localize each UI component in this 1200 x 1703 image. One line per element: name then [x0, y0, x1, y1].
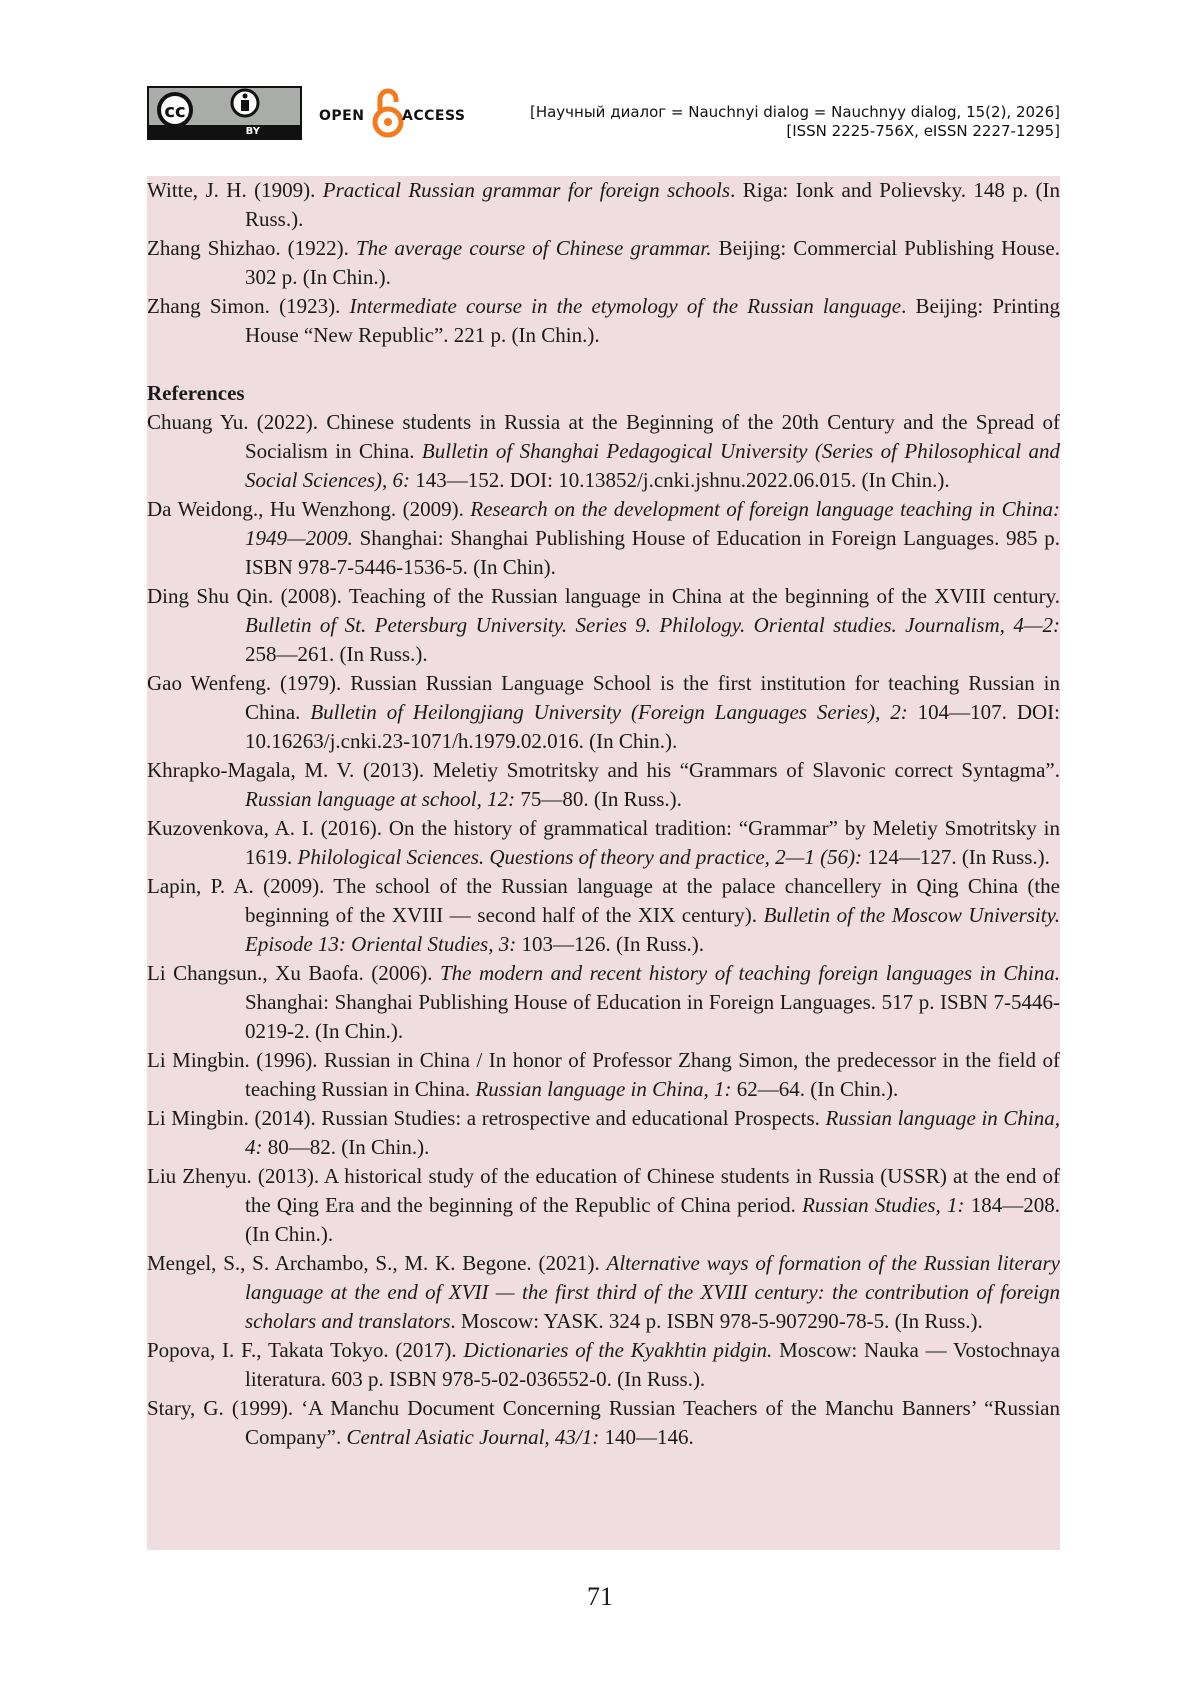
- reference-title: Philological Sciences. Questions of theory and practice, 2—1 (56):: [297, 845, 863, 869]
- reference-details: 62—64. (In Chin.).: [731, 1077, 899, 1101]
- reference-entry: [147, 669, 1060, 756]
- sources-list: [147, 176, 1060, 350]
- references-list: [147, 408, 1060, 1452]
- reference-details: 143—152. DOI: 10.13852/j.cnki.jshnu.2022.06.015. (In Chin.).: [410, 468, 950, 492]
- reference-details: 104—107. DOI: 10.16263/j.cnki.23-1071/h.1979.02.016. (In Chin.).: [245, 700, 1060, 753]
- reference-text: Mengel, S., S. Archambo, S., M. K. Begone. (2021).: [147, 1251, 607, 1275]
- reference-title: Alternative ways of formation of the Russian literary language at the end of XVII — the first third of the XVIII century: the contribution of foreign scholars and translators: [245, 1251, 1060, 1333]
- reference-title: Bulletin of the Moscow University. Episode 13: Oriental Studies, 3:: [245, 903, 1060, 956]
- reference-title: Bulletin of Shanghai Pedagogical University (Series of Philosophical and Social Sciences), 6:: [245, 439, 1061, 492]
- reference-text: Zhang Shizhao. (1922).: [147, 236, 356, 260]
- reference-entry: [147, 1046, 1060, 1104]
- reference-entry: [147, 582, 1060, 669]
- reference-entry: [147, 408, 1060, 495]
- reference-entry: [147, 959, 1060, 1046]
- reference-text: Kuzovenkova, A. I. (2016). On the history of grammatical tradition: “Grammar” by Meletiy Smotritsky in 1619.: [147, 816, 1060, 869]
- reference-details: . Moscow: YASK. 324 p. ISBN 978-5-907290-78-5. (In Russ.).: [450, 1309, 983, 1333]
- reference-details: 140—146.: [599, 1425, 694, 1449]
- reference-title: Dictionaries of the Kyakhtin pidgin.: [463, 1338, 773, 1362]
- journal-issn-line: [ISSN 2225-756X, eISSN 2227-1295]: [786, 122, 1060, 140]
- reference-title: Central Asiatic Journal, 43/1:: [346, 1425, 600, 1449]
- reference-title: Bulletin of St. Petersburg University. Series 9. Philology. Oriental studies. Journalism, 4—2:: [245, 613, 1060, 637]
- page-header: [147, 86, 1060, 142]
- reference-title: Intermediate course in the etymology of the Russian language: [349, 294, 902, 318]
- reference-title: The average course of Chinese grammar.: [355, 236, 712, 260]
- reference-text: Da Weidong., Hu Wenzhong. (2009).: [147, 497, 471, 521]
- reference-details: Beijing: Commercial Publishing House. 302 p. (In Chin.).: [245, 236, 1060, 289]
- reference-title: The modern and recent history of teaching foreign languages in China.: [439, 961, 1060, 985]
- reference-text: Liu Zhenyu. (2013). A historical study of the education of Chinese students in Russia (USSR) at the end of the Qing Era and the beginning of the Republic of China period.: [147, 1164, 1060, 1217]
- reference-title: Russian Studies, 1:: [802, 1193, 965, 1217]
- cc-by-license-badge: [147, 86, 302, 140]
- access-label: ACCESS: [402, 108, 466, 124]
- reference-details: 80—82. (In Chin.).: [262, 1135, 430, 1159]
- reference-details: 184—208. (In Chin.).: [245, 1193, 1060, 1246]
- open-label: OPEN: [319, 108, 365, 124]
- open-access-logo: [319, 86, 469, 140]
- reference-text: Chuang Yu. (2022). Chinese students in Russia at the Beginning of the 20th Century and the Spread of Socialism in China.: [147, 410, 1060, 463]
- reference-entry: [147, 1336, 1060, 1394]
- reference-details: Shanghai: Shanghai Publishing House of Education in Foreign Languages. 985 p. ISBN 978-7-5446-1536-5. (In Chin).: [245, 526, 1060, 579]
- reference-details: . Riga: Ionk and Polievsky. 148 p. (In Russ.).: [245, 178, 1060, 231]
- reference-title: Russian language in China, 1:: [475, 1077, 732, 1101]
- cc-by-label: BY: [245, 126, 260, 137]
- reference-entry: [147, 234, 1060, 292]
- open-lock-icon: [372, 86, 404, 140]
- page-number: 71: [587, 1582, 613, 1611]
- reference-entry: [147, 872, 1060, 959]
- reference-title: Research on the development of foreign language teaching in China: 1949—2009.: [245, 497, 1060, 550]
- reference-details: 124—127. (In Russ.).: [862, 845, 1050, 869]
- cc-icon: [149, 88, 300, 126]
- references-heading: References: [147, 381, 245, 405]
- reference-entry: [147, 756, 1060, 814]
- reference-text: Khrapko-Magala, M. V. (2013). Meletiy Smotritsky and his “Grammars of Slavonic correct Syntagma”.: [147, 758, 1060, 782]
- reference-text: Lapin, P. A. (2009). The school of the Russian language at the palace chancellery in Qing China (the beginning of the XVIII — second half of the XIX century).: [147, 874, 1060, 927]
- reference-text: Li Changsun., Xu Baofa. (2006).: [147, 961, 440, 985]
- reference-details: 75—80. (In Russ.).: [515, 787, 682, 811]
- svg-text:cc: cc: [164, 101, 186, 122]
- reference-text: Gao Wenfeng. (1979). Russian Russian Language School is the first institution for teaching Russian in China.: [147, 671, 1060, 724]
- reference-entry: [147, 814, 1060, 872]
- reference-details: 103—126. (In Russ.).: [516, 932, 705, 956]
- bibliography-block: [147, 176, 1060, 1550]
- reference-text: Witte, J. H. (1909).: [147, 178, 323, 202]
- reference-entry: [147, 495, 1060, 582]
- reference-title: Bulletin of Heilongjiang University (Foreign Languages Series), 2:: [310, 700, 908, 724]
- reference-details: Moscow: Nauka — Vostochnaya literatura. 603 p. ISBN 978-5-02-036552-0. (In Russ.).: [245, 1338, 1060, 1391]
- reference-title: Russian language in China, 4:: [245, 1106, 1060, 1159]
- reference-entry: [147, 1394, 1060, 1452]
- reference-details: 258—261. (In Russ.).: [245, 642, 428, 666]
- journal-title-line: [Научный диалог = Nauchnyi dialog = Nauchnyy dialog, 15(2), 2026]: [529, 103, 1060, 121]
- reference-details: Shanghai: Shanghai Publishing House of Education in Foreign Languages. 517 p. ISBN 7-5446-0219-2. (In Chin.).: [245, 990, 1060, 1043]
- reference-entry: [147, 1104, 1060, 1162]
- reference-entry: [147, 1249, 1060, 1336]
- reference-text: Ding Shu Qin. (2008). Teaching of the Russian language in China at the beginning of the XVIII century.: [147, 584, 1060, 608]
- reference-text: Popova, I. F., Takata Tokyo. (2017).: [147, 1338, 464, 1362]
- reference-entry: [147, 1162, 1060, 1249]
- reference-entry: [147, 176, 1060, 234]
- journal-citation: [530, 103, 1060, 141]
- reference-text: Li Mingbin. (1996). Russian in China / In honor of Professor Zhang Simon, the predecessor in the field of teaching Russian in China.: [147, 1048, 1060, 1101]
- reference-text: Stary, G. (1999). ‘A Manchu Document Concerning Russian Teachers of the Manchu Banners’ “Russian Company”.: [147, 1396, 1060, 1449]
- reference-title: Practical Russian grammar for foreign schools: [322, 178, 731, 202]
- reference-text: Li Mingbin. (2014). Russian Studies: a retrospective and educational Prospects.: [147, 1106, 826, 1130]
- reference-entry: [147, 292, 1060, 350]
- reference-text: Zhang Simon. (1923).: [147, 294, 350, 318]
- reference-details: . Beijing: Printing House “New Republic”. 221 p. (In Chin.).: [245, 294, 1061, 347]
- reference-title: Russian language at school, 12:: [245, 787, 516, 811]
